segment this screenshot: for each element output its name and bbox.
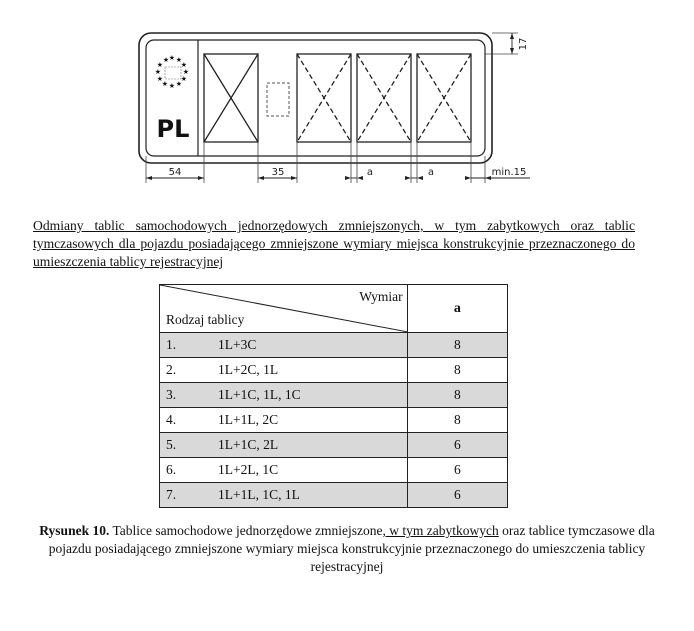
row-kind: 1L+3C [218, 337, 257, 352]
row-number: 2. [166, 362, 177, 377]
row-kind: 1L+1L, 2C [218, 412, 279, 427]
row-number: 1. [166, 337, 177, 352]
character-box-dashed [417, 54, 471, 142]
caption-text: Tablice samochodowe jednorzędowe zmniejszone [109, 523, 383, 538]
header-dimension-label: Wymiar [359, 289, 403, 304]
row-number: 7. [166, 487, 177, 502]
table-row [160, 358, 508, 383]
character-box-solid [204, 54, 258, 142]
table-row [160, 333, 508, 358]
row-value: 6 [407, 433, 507, 458]
row-number: 6. [166, 462, 177, 477]
table-row [160, 383, 508, 408]
row-kind: 1L+1C, 1L, 1C [218, 387, 301, 402]
row-value: 8 [407, 408, 507, 433]
character-box-dashed [297, 54, 351, 142]
dimension-label-35: 35 [271, 167, 285, 178]
header-kind-label: Rodzaj tablicy [166, 312, 245, 327]
row-kind: 1L+2L, 1C [218, 462, 279, 477]
caption-text-underlined: , w tym zabytkowych [382, 523, 499, 538]
dimension-label-a: a [427, 167, 435, 178]
table-row [160, 458, 508, 483]
plate-inner-border [146, 40, 485, 156]
row-value: 8 [407, 383, 507, 408]
row-value: 8 [407, 333, 507, 358]
header-diagonal-cell [160, 285, 408, 333]
row-kind: 1L+1C, 2L [218, 437, 279, 452]
dimension-label-min15: min.15 [491, 167, 527, 178]
row-number: 5. [166, 437, 177, 452]
spacer-box [267, 83, 289, 116]
dimension-arrows [146, 33, 514, 180]
dimension-label-17: 17 [518, 37, 529, 51]
dimension-label-54: 54 [168, 167, 182, 178]
row-kind: 1L+2C, 1L [218, 362, 279, 377]
row-number: 3. [166, 387, 177, 402]
extension-lines [146, 33, 518, 183]
caption-text: oraz tablice tymczasowe dla pojazdu posiadającego zmniejszone wymiary miejsca konstrukcyjnie przeznaczonego do umieszczenia tablicy rejestracyjnej [48, 523, 655, 574]
plate-drawing [0, 0, 694, 200]
header-a: a [407, 285, 507, 333]
dimension-label-a: a [366, 167, 374, 178]
country-code: PL [156, 115, 190, 143]
row-number: 4. [166, 412, 177, 427]
character-box-dashed [357, 54, 411, 142]
table-header-row [160, 285, 508, 333]
dimension-table [159, 284, 508, 508]
row-value: 6 [407, 483, 507, 508]
table-row [160, 408, 508, 433]
table-row [160, 433, 508, 458]
figure-caption [30, 522, 664, 576]
row-value: 6 [407, 458, 507, 483]
plate-outer-border [139, 33, 492, 163]
row-kind: 1L+1L, 1C, 1L [218, 487, 300, 502]
caption-label: Rysunek 10. [39, 523, 110, 538]
table-row [160, 483, 508, 508]
svg-text:★ ★ ★ ★: ★ ★ ★ ★ ★ ★ ★ ★ ★ ★ ★ ★ [154, 54, 190, 90]
figure-heading: Odmiany tablic samochodowych jednorzędowych zmniejszonych, w tym zabytkowych oraz tablic tymczasowych dla pojazdu posiadającego zmniejszone wymiary miejsca konstrukcyjnie przeznaczonego do umieszczenia tablicy rejestracyjnej [33, 218, 635, 269]
row-value: 8 [407, 358, 507, 383]
eu-stars-icon [155, 54, 192, 90]
